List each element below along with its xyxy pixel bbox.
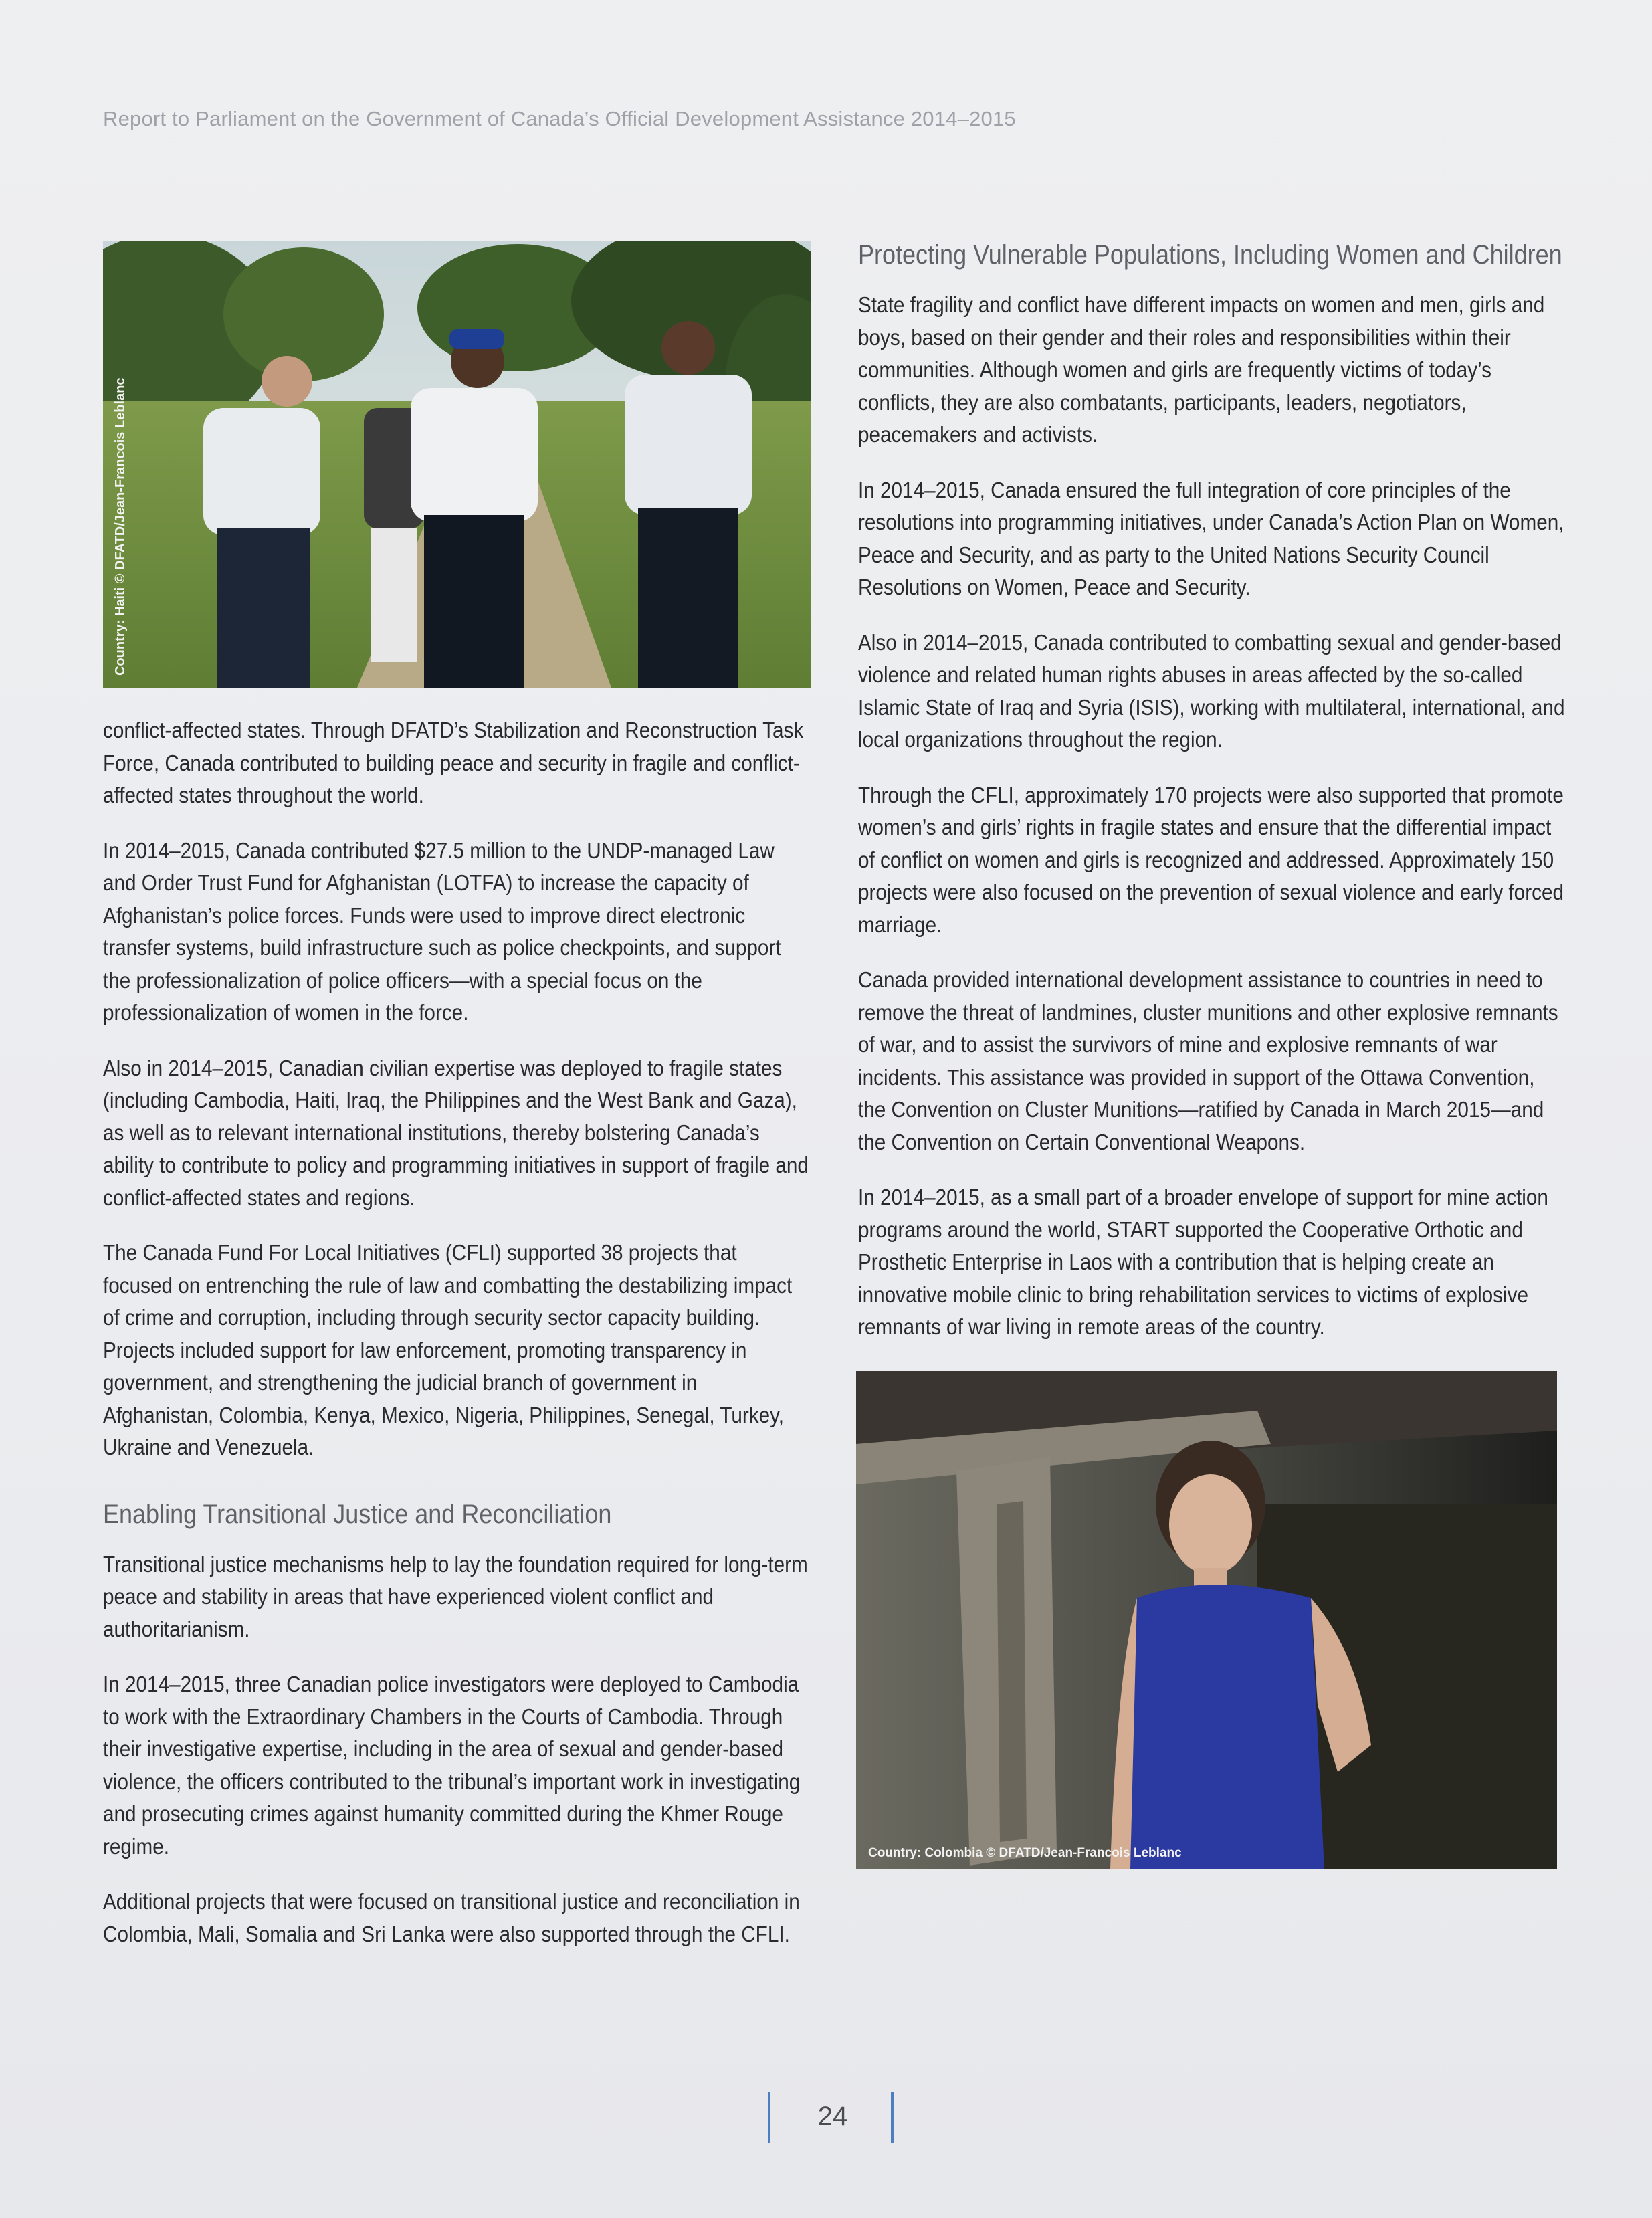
body-paragraph: Transitional justice mechanisms help to lay the foundation required for long-term peace and stability in areas that have experienced violent conflict and authoritarianism.	[103, 1551, 808, 1641]
running-header: Report to Parliament on the Government of Canada’s Official Development Assistance 2014–2015	[103, 107, 1016, 130]
body-paragraph: The Canada Fund For Local Initiatives (CFLI) supported 38 projects that focused on entrenching the rule of law and combatting the destabilizing impact of crime and corruption, including through security sector capacity building. Projects included support for law enforcement, promoting transparency in government, and strengthening the judicial branch of government in Afghanistan, Colombia, Kenya, Mexico, Nigeria, Philippines, Senegal, Turkey, Ukraine and Venezuela.	[103, 1240, 793, 1459]
section-heading-vulnerable-populations: Protecting Vulnerable Populations, Including Women and Children	[858, 240, 1562, 270]
colombia-photo-illustration	[856, 1371, 1557, 1869]
body-paragraph: Through the CFLI, approximately 170 projects were also supported that promote women’s and girls’ rights in fragile states and ensure that the differential impact of conflict on women and girls is recognized and addressed. Approximately 150 projects were also focused on the prevention of sexual violence and early forced marriage.	[858, 782, 1564, 937]
body-paragraph: In 2014–2015, as a small part of a broader envelope of support for mine action programs around the world, START supported the Cooperative Orthotic and Prosthetic Enterprise in Laos with a contribution that is helping create an innovative mobile clinic to bring rehabilitation services to victims of explosive remnants of war living in remote areas of the country.	[858, 1185, 1548, 1339]
photo-haiti-police-officers	[103, 241, 811, 688]
body-paragraph: Canada provided international development assistance to countries in need to remove the threat of landmines, cluster munitions and other explosive remnants of war, and to assist the survivors of mine and explosive remnants of war incidents. This assistance was provided in support of the Ottawa Convention, the Convention on Cluster Munitions—ratified by Canada in March 2015—and the Convention on Certain Conventional Weapons.	[858, 967, 1558, 1154]
body-paragraph: In 2014–2015, Canada contributed $27.5 million to the UNDP-managed Law and Order Trust Fund for Afghanistan (LOTFA) to increase the capacity of Afghanistan’s police forces. Funds were used to improve direct electronic transfer systems, build infrastructure such as police checkpoints, and support the professionalization of police officers—with a special focus on the professionalization of women in the force.	[103, 837, 781, 1025]
body-paragraph: Also in 2014–2015, Canadian civilian expertise was deployed to fragile states (including Cambodia, Haiti, Iraq, the Philippines and the West Bank and Gaza), as well as to relevant international institutions, thereby bolstering Canada’s ability to contribute to policy and programming initiatives in support of fragile and conflict-affected states and regions.	[103, 1055, 809, 1210]
left-column	[103, 241, 812, 1973]
haiti-photo-illustration	[103, 241, 811, 688]
photo-credit-haiti: Country: Haiti © DFATD/Jean-Francois Leblanc	[113, 377, 128, 676]
footer-divider-left	[768, 2092, 770, 2143]
right-column	[858, 238, 1568, 1869]
footer-divider-right	[891, 2092, 894, 2143]
body-paragraph: In 2014–2015, Canada ensured the full integration of core principles of the resolutions into programming initiatives, under Canada’s Action Plan on Women, Peace and Security, and as party to the United Nations Security Council Resolutions on Women, Peace and Security.	[858, 477, 1564, 599]
page-number: 24	[817, 2102, 848, 2131]
body-paragraph: In 2014–2015, three Canadian police investigators were deployed to Cambodia to work with the Extraordinary Chambers in the Courts of Cambodia. Through their investigative expertise, including in the area of sexual and gender-based violence, the officers contributed to the tribunal’s important work in investigating and prosecuting crimes against humanity committed during the Khmer Rouge regime.	[103, 1672, 801, 1859]
photo-colombia-woman	[856, 1371, 1557, 1869]
photo-credit-colombia: Country: Colombia © DFATD/Jean-Francois Leblanc	[868, 1845, 1182, 1860]
body-paragraph: conflict-affected states. Through DFATD’s Stabilization and Reconstruction Task Force, Canada contributed to building peace and security in fragile and conflict-affected states throughout the world.	[103, 718, 804, 807]
body-paragraph: Additional projects that were focused on transitional justice and reconciliation in Colombia, Mali, Somalia and Sri Lanka were also supported through the CFLI.	[103, 1889, 800, 1946]
body-paragraph: Also in 2014–2015, Canada contributed to combatting sexual and gender-based violence and related human rights abuses in areas affected by the so-called Islamic State of Iraq and Syria (ISIS), working with multilateral, international, and local organizations throughout the region.	[858, 629, 1565, 752]
section-heading-transitional-justice: Enabling Transitional Justice and Reconciliation	[103, 1499, 612, 1529]
body-paragraph: State fragility and conflict have different impacts on women and men, girls and boys, based on their gender and their roles and responsibilities within their communities. Although women and girls are frequently victims of today’s conflicts, they are also combatants, participants, leaders, negotiators, peacemakers and activists.	[858, 292, 1545, 447]
